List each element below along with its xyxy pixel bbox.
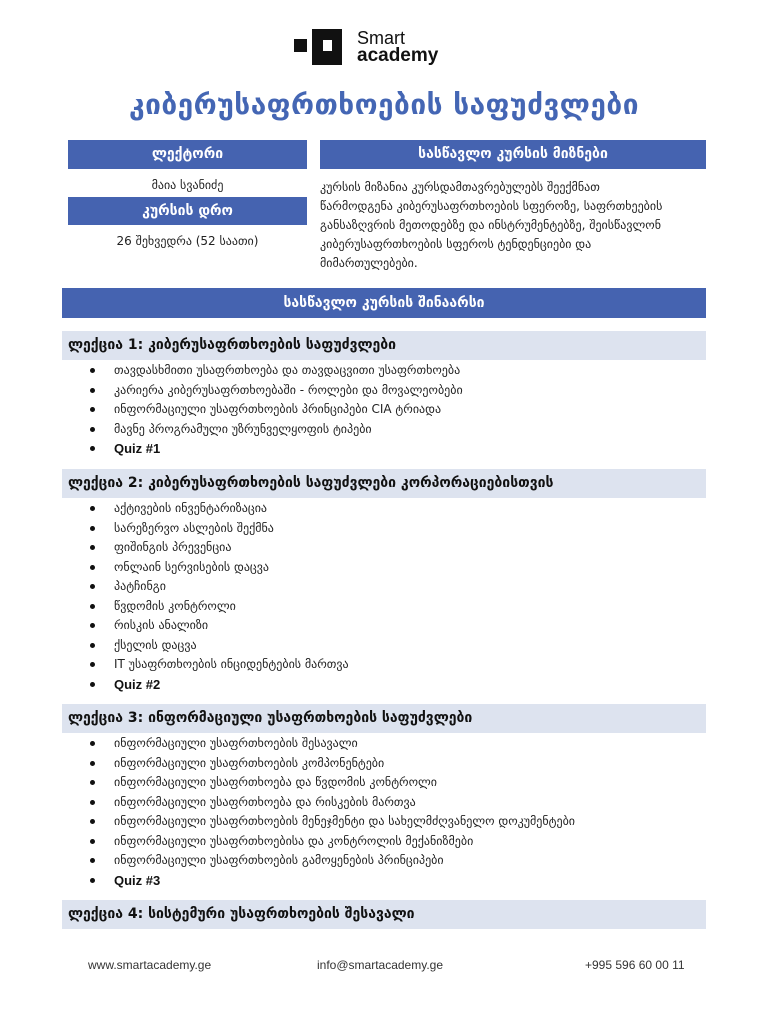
bullet-icon (90, 565, 95, 570)
list-item: პატჩინგი (88, 577, 708, 597)
bullet-icon (90, 446, 95, 451)
quiz-item: Quiz #3 (88, 871, 708, 891)
list-item: ონლაინ სერვისების დაცვა (88, 558, 708, 578)
logo-mark-icon (294, 29, 348, 65)
lecture-3-list (88, 734, 708, 890)
course-goals-text (320, 178, 710, 273)
list-item: რისკის ანალიზი (88, 616, 708, 636)
bullet-icon (90, 761, 95, 766)
lecturer-name: მაია სვანიძე (151, 178, 224, 192)
bullet-icon (90, 623, 95, 628)
list-item: წვდომის კონტროლი (88, 597, 708, 617)
bullet-icon (90, 526, 95, 531)
lecture-4-header: ლექცია 4: სისტემური უსაფრთხოების შესავალი (62, 900, 706, 929)
list-item: IT უსაფრთხოების ინციდენტების მართვა (88, 655, 708, 675)
lecture-1-header: ლექცია 1: კიბერუსაფრთხოების საფუძვლები (62, 331, 706, 360)
list-item: კარიერა კიბერუსაფრთხოებაში - როლები და მოვალეობები (88, 381, 708, 401)
goals-line: მიმართულებები. (320, 256, 418, 270)
bullet-icon (90, 604, 95, 609)
bullet-icon (90, 427, 95, 432)
bullet-icon (90, 682, 95, 687)
bullet-icon (90, 407, 95, 412)
lecture-1-list (88, 361, 708, 459)
lecturer-header: ლექტორი (68, 140, 307, 169)
bullet-icon (90, 800, 95, 805)
goals-line: წარმოდგენა კიბერუსაფრთხოების სფეროზე, საფრთხეების (320, 199, 663, 213)
list-item: ინფორმაციული უსაფრთხოებისა და კონტროლის მექანიზმები (88, 832, 708, 852)
page-title: კიბერუსაფრთხოების საფუძვლები (129, 88, 639, 121)
list-item: ქსელის დაცვა (88, 636, 708, 656)
list-item: ინფორმაციული უსაფრთხოების შესავალი (88, 734, 708, 754)
list-item: თავდასხმითი უსაფრთხოება და თავდაცვითი უსაფრთხოება (88, 361, 708, 381)
list-item: ინფორმაციული უსაფრთხოების გამოყენების პრინციპები (88, 851, 708, 871)
logo-line-1: Smart (357, 28, 406, 48)
list-item: სარეზერვო ასლების შექმნა (88, 519, 708, 539)
bullet-icon (90, 506, 95, 511)
course-content-header: სასწავლო კურსის შინაარსი (62, 288, 706, 318)
quiz-item: Quiz #2 (88, 675, 708, 695)
list-item: ინფორმაციული უსაფრთხოება და რისკების მართვა (88, 793, 708, 813)
goals-line: განსაზღვრის მეთოდებზე და ინსტრუმენტებზე, შეისწავლონ (320, 218, 661, 232)
bullet-icon (90, 643, 95, 648)
bullet-icon (90, 878, 95, 883)
bullet-icon (90, 780, 95, 785)
list-item: ინფორმაციული უსაფრთხოების კომპონენტები (88, 754, 708, 774)
course-time-value: 26 შეხვედრა (52 საათი) (116, 234, 259, 248)
footer-email[interactable]: info@smartacademy.ge (317, 958, 444, 972)
bullet-icon (90, 839, 95, 844)
bullet-icon (90, 858, 95, 863)
footer-website[interactable]: www.smartacademy.ge (88, 958, 212, 972)
goals-line: კურსის მიზანია კურსდამთავრებულებს შეექმნათ (320, 180, 600, 194)
bullet-icon (90, 388, 95, 393)
bullet-icon (90, 368, 95, 373)
brand-logo (294, 26, 438, 68)
footer-phone: +995 596 60 00 11 (585, 958, 685, 972)
list-item: ინფორმაციული უსაფრთხოების მენეჯმენტი და სახელმძღვანელო დოკუმენტები (88, 812, 708, 832)
course-goals-header: სასწავლო კურსის მიზნები (320, 140, 706, 169)
list-item: ფიშინგის პრევენცია (88, 538, 708, 558)
lecture-3-header: ლექცია 3: ინფორმაციული უსაფრთხოების საფუძვლები (62, 704, 706, 733)
bullet-icon (90, 741, 95, 746)
lecture-2-header: ლექცია 2: კიბერუსაფრთხოების საფუძვლები კორპორაციებისთვის (62, 469, 706, 498)
list-item: ინფორმაციული უსაფრთხოების პრინციპები CIA ტრიადა (88, 400, 708, 420)
logo-text (357, 29, 438, 65)
bullet-icon (90, 545, 95, 550)
bullet-icon (90, 819, 95, 824)
logo-line-2: academy (357, 45, 439, 66)
list-item: ინფორმაციული უსაფრთხოება და წვდომის კონტროლი (88, 773, 708, 793)
quiz-item: Quiz #1 (88, 439, 708, 459)
list-item: აქტივების ინვენტარიზაცია (88, 499, 708, 519)
lecture-2-list (88, 499, 708, 694)
course-time-header: კურსის დრო (68, 197, 307, 225)
list-item: მავნე პროგრამული უზრუნველყოფის ტიპები (88, 420, 708, 440)
bullet-icon (90, 584, 95, 589)
bullet-icon (90, 662, 95, 667)
goals-line: კიბერუსაფრთხოების სფეროს ტენდენციები და (320, 237, 592, 251)
